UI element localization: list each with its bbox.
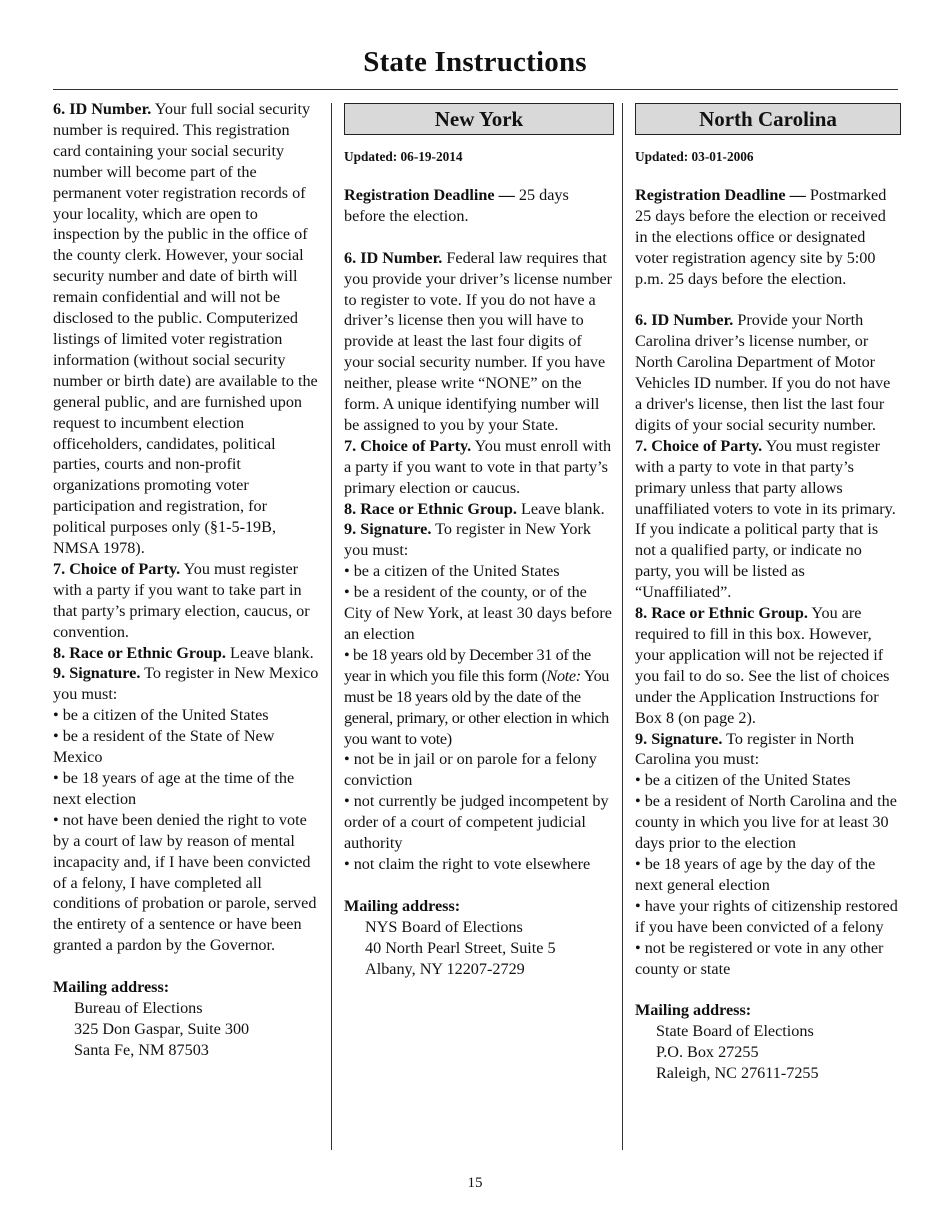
- north-carolina-column: [635, 99, 901, 1084]
- nm-signature-heading: 9. Signature.: [53, 664, 141, 683]
- nc-requirement-item: • be 18 years of age by the day of the next general election: [635, 854, 876, 894]
- nm-mailing-address-heading: Mailing address:: [53, 978, 170, 997]
- ny-note-text: You must be 18 years old by the date of the general, primary, or other election in which you want to vote): [344, 666, 610, 748]
- nc-address-line: State Board of Elections: [656, 1022, 814, 1041]
- nm-address-line: Santa Fe, NM 87503: [74, 1040, 209, 1059]
- spacer: [344, 875, 614, 896]
- nm-requirement-item: • be a citizen of the United States: [53, 706, 269, 725]
- nc-requirement-item: • be a resident of North Carolina and the county in which you live for at least 30 days prior to the election: [635, 792, 897, 853]
- ny-id-number-section: [344, 248, 614, 436]
- nm-party-section: [53, 559, 321, 643]
- nm-requirement-item: • be a resident of the State of New Mexico: [53, 727, 275, 767]
- nm-signature-section: [53, 663, 321, 705]
- nc-race-section: [635, 603, 901, 728]
- nm-requirement-item: • not have been denied the right to vote by a court of law by reason of mental incapacity and, if I have been convicted of a felony, I have completed all conditions of probation or parole, served the entirety of a sentence or have been granted a pardon by the Governor.: [53, 810, 317, 955]
- new-mexico-column: [53, 99, 321, 1061]
- nc-party-section: [635, 436, 901, 603]
- nc-signature-heading: 9. Signature.: [635, 729, 723, 748]
- ny-address-line: 40 North Pearl Street, Suite 5: [365, 938, 556, 957]
- nc-race-text: You are required to fill in this box. However, your application will not be rejected if you fail to do so. See the list of choices under the Application Instructions for Box 8 (on page 2).: [635, 604, 890, 727]
- ny-signature-section: [344, 519, 614, 561]
- nm-race-section: [53, 643, 321, 664]
- ny-deadline-text: 25 days before the election.: [344, 186, 569, 225]
- nc-party-text: You must register with a party to vote in that party’s primary unless that party allows unaffiliated voters to vote in its primary. If you indicate a political party that is not a qualified party, or indicate no party, you will be listed as “Unaffiliated”.: [635, 436, 896, 602]
- nc-signature-section: [635, 729, 901, 771]
- nm-id-number-text: Your full social security number is required. This registration card containing your social security number will become part of the permanent voter registration records of your locality, which are open to inspection by the public in the office of the county clerk. However, your social security number and date of birth will remain confidential and will not be disclosed to the public. Computerized listings of limited voter registration information (without social security number or birth date) are available to the general public, and are furnished upon request to incumbent election officeholders, candidates, political parties, courts and non-profit organizations promoting voter participation and registration, for political purposes only (§1-5-19B, NMSA 1978).: [53, 100, 318, 558]
- nc-deadline-text: Postmarked 25 days before the election or received in the elections office or designated voter registration agency site by 5:00 p.m. 25 days before the election.: [635, 186, 887, 288]
- page-number: 15: [467, 1175, 483, 1191]
- page-title: State Instructions: [363, 46, 587, 78]
- ny-requirement-item: • not claim the right to vote elsewhere: [344, 854, 591, 873]
- nc-id-number-heading: 6. ID Number.: [635, 311, 734, 330]
- nm-id-number-heading: 6. ID Number.: [53, 100, 152, 118]
- nm-party-text: You must register with a party if you want to take part in that party’s primary election, caucus, or convention.: [53, 559, 310, 641]
- ny-signature-text: To register in New York you must:: [344, 520, 591, 560]
- spacer: [344, 227, 614, 248]
- nc-requirement-item: • not be registered or vote in any other county or state: [635, 938, 884, 978]
- ny-race-text: Leave blank.: [516, 499, 605, 518]
- ny-race-section: [344, 499, 614, 520]
- ny-signature-heading: 9. Signature.: [344, 520, 432, 539]
- ny-mailing-address-heading: Mailing address:: [344, 896, 461, 915]
- ny-updated-date: Updated: 06-19-2014: [344, 149, 463, 164]
- nm-signature-text: To register in New Mexico you must:: [53, 664, 319, 704]
- ny-party-section: [344, 436, 614, 499]
- ny-party-text: You must enroll with a party if you want to vote in that party’s primary election or caucus.: [344, 436, 612, 497]
- ny-id-number-text: Federal law requires that you provide your driver’s license number to register to vote. If you do not have a driver’s license then you will have to provide at least the last four digits of your social security number. If you have neither, please write “NONE” on the form. A unique identifying number will be assigned to you by your State.: [344, 248, 613, 434]
- ny-race-heading: 8. Race or Ethnic Group.: [344, 499, 517, 518]
- nm-party-heading: 7. Choice of Party.: [53, 559, 181, 578]
- ny-address-line: NYS Board of Elections: [365, 917, 523, 936]
- nc-updated-date: Updated: 03-01-2006: [635, 149, 754, 164]
- ny-address-line: Albany, NY 12207-2729: [365, 959, 525, 978]
- nc-deadline-heading: Registration Deadline —: [635, 186, 806, 204]
- nm-race-text: Leave blank.: [225, 643, 314, 662]
- nc-address-line: Raleigh, NC 27611-7255: [656, 1064, 819, 1083]
- nc-race-heading: 8. Race or Ethnic Group.: [635, 604, 808, 623]
- nc-id-number-text: Provide your North Carolina driver’s license number, or North Carolina Department of Motor Vehicles ID number. If you do not have a driver's license, then list the last four digits of your social security number.: [635, 311, 891, 434]
- nm-race-heading: 8. Race or Ethnic Group.: [53, 643, 226, 662]
- ny-party-heading: 7. Choice of Party.: [344, 436, 472, 455]
- ny-state-header: New York: [344, 103, 614, 135]
- ny-requirement-item-age: [344, 645, 614, 750]
- nc-mailing-address-heading: Mailing address:: [635, 1001, 752, 1020]
- ny-requirement-item: • not currently be judged incompetent by order of a court of competent judicial authority: [344, 792, 609, 853]
- nc-requirement-item: • have your rights of citizenship restored if you have been convicted of a felony: [635, 896, 898, 936]
- nm-address-line: Bureau of Elections: [74, 998, 203, 1017]
- nc-deadline-section: [635, 185, 901, 290]
- spacer: [635, 290, 901, 311]
- ny-requirement-item: • not be in jail or on parole for a felony conviction: [344, 750, 597, 790]
- nc-requirement-item: • be a citizen of the United States: [635, 771, 851, 790]
- spacer: [635, 166, 901, 185]
- nc-id-number-section: [635, 310, 901, 435]
- ny-age-text: • be 18 years old by December 31 of the year in which you file this form (: [344, 645, 591, 685]
- ny-deadline-section: [344, 185, 614, 227]
- spacer: [53, 956, 321, 977]
- new-york-column: [344, 99, 614, 979]
- ny-requirement-item: • be a citizen of the United States: [344, 562, 560, 581]
- ny-id-number-heading: 6. ID Number.: [344, 248, 443, 267]
- title-divider: [53, 89, 898, 90]
- nc-party-heading: 7. Choice of Party.: [635, 436, 763, 455]
- spacer: [635, 979, 901, 1000]
- nc-address-line: P.O. Box 27255: [656, 1043, 759, 1062]
- ny-requirement-item: • be a resident of the county, or of the City of New York, at least 30 days before an election: [344, 583, 612, 644]
- nc-state-header: North Carolina: [635, 103, 901, 135]
- ny-note-label: Note:: [546, 666, 581, 685]
- spacer: [344, 166, 614, 185]
- nm-address-line: 325 Don Gaspar, Suite 300: [74, 1019, 250, 1038]
- nm-requirement-item: • be 18 years of age at the time of the next election: [53, 769, 295, 808]
- nm-id-number-section: [53, 99, 321, 559]
- ny-deadline-heading: Registration Deadline —: [344, 186, 515, 204]
- column-divider-left: [331, 103, 332, 1150]
- nc-signature-text: To register in North Carolina you must:: [635, 729, 855, 769]
- column-divider-right: [622, 103, 623, 1150]
